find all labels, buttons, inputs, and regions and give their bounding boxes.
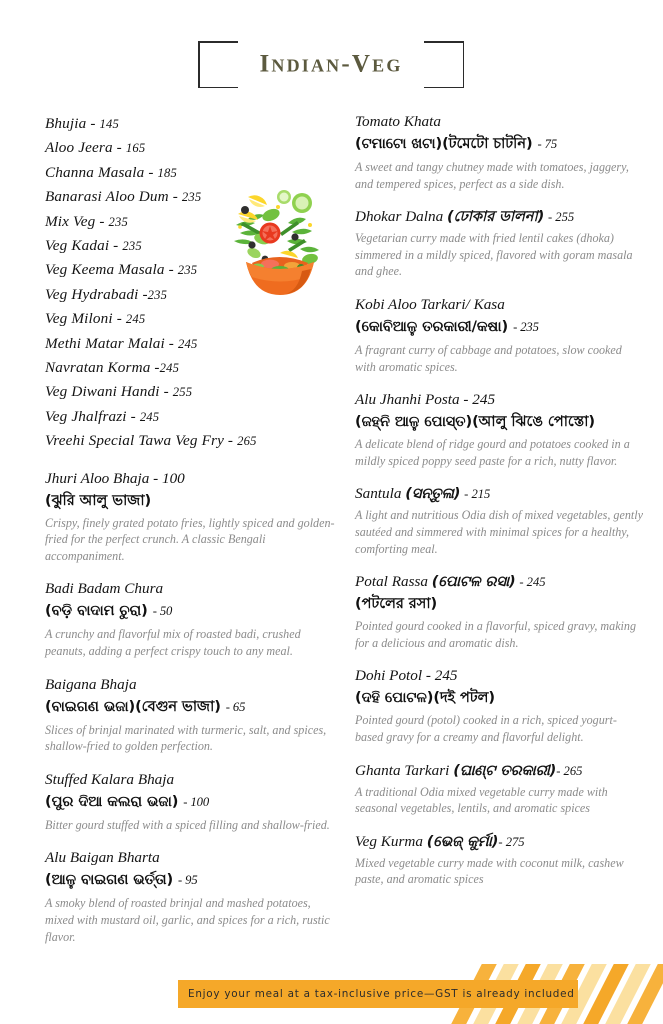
- item-price: 165: [125, 141, 146, 156]
- dish-block[interactable]: [355, 295, 643, 375]
- item-separator: -: [168, 261, 174, 279]
- item-name: Veg Miloni: [45, 310, 113, 328]
- item-separator: -: [130, 407, 136, 425]
- dish-price: - 50: [152, 604, 173, 619]
- dish-native-name: (ଦହି ପୋଟଳ)(দই পটল): [355, 689, 495, 707]
- dish-block[interactable]: [355, 832, 643, 888]
- item-price: 235: [181, 190, 202, 205]
- dish-description: Bitter gourd stuffed with a spiced filling and shallow-fried.: [45, 817, 330, 832]
- dish-name: Dohi Potol - 245: [355, 667, 458, 685]
- item-price: 185: [157, 165, 178, 180]
- item-separator: -: [113, 237, 119, 255]
- dish-name-text: Veg Kurma: [355, 832, 423, 850]
- title-frame: [198, 41, 464, 88]
- dish-price: - 235: [513, 319, 539, 334]
- item-separator: -: [90, 115, 96, 132]
- item-separator: -: [99, 212, 105, 230]
- dish-block[interactable]: [355, 207, 643, 280]
- dish-native-text: (ଆଳୁ ବାଇଗଣ ଭର୍ତ୍ତା): [45, 871, 174, 889]
- dish-price: - 265: [556, 763, 583, 778]
- dish-name: Alu Baigan Bharta: [45, 849, 160, 867]
- dish-block[interactable]: [355, 484, 643, 557]
- dish-name: Baigana Bhaja: [45, 675, 137, 693]
- item-separator: -: [227, 432, 234, 450]
- item-name: Navratan Korma: [45, 359, 151, 377]
- dish-description: Pointed gourd cooked in a flavorful, spiced gravy, making for a delicious and aromatic dish.: [355, 619, 637, 650]
- item-separator: -: [116, 139, 122, 157]
- dish-block[interactable]: [355, 666, 643, 745]
- dish-native-text: (ବଡ଼ି ବାଦାମ ଚୁରା): [45, 602, 148, 620]
- item-name: Veg Jhalfrazi: [45, 407, 127, 425]
- frame-edge-bottom-left: [198, 87, 238, 89]
- dish-description: Slices of brinjal marinated with turmeric, salt, and spices, shallow-fried to golden perfection.: [45, 722, 327, 754]
- menu-item-row[interactable]: [45, 234, 335, 258]
- menu-header: [0, 0, 663, 108]
- dish-native-name-secondary: (পটলের রসা): [355, 595, 438, 613]
- dish-native-name: [355, 315, 643, 339]
- dish-native-text: (ପୋଟଳ ରସା): [431, 573, 516, 591]
- dish-name: Tomato Khata: [355, 113, 441, 130]
- item-name: Veg Hydrabadi: [45, 285, 139, 303]
- item-price: 235: [108, 214, 129, 229]
- item-separator: -: [116, 310, 122, 328]
- dish-block[interactable]: [45, 675, 335, 755]
- dish-native-text: (କୋବିଆଳୁ ତରକାରୀ/କଷା): [355, 317, 509, 335]
- dish-block[interactable]: [355, 572, 643, 651]
- dish-block[interactable]: [45, 848, 335, 945]
- dish-description: A smoky blend of roasted brinjal and mashed potatoes, mixed with mustard oil, garlic, and spices for a rich, rustic flavor.: [45, 896, 330, 944]
- item-separator: -: [142, 285, 148, 303]
- dish-native-text: (ଟମାଟୋ ଖଟା)(টমেটো চাটনি): [355, 135, 533, 152]
- dish-price: - 245: [519, 575, 546, 590]
- menu-item-row[interactable]: [45, 185, 335, 209]
- dish-native-text: (ସନ୍ତୁଳା): [405, 485, 461, 503]
- item-separator: -: [163, 383, 169, 401]
- item-name: Methi Matar Malai: [45, 334, 165, 352]
- frame-edge-top-right: [424, 41, 464, 43]
- dish-block[interactable]: [45, 469, 335, 565]
- item-price: 235: [122, 239, 142, 254]
- dish-description: Pointed gourd (potol) cooked in a rich, spiced yogurt-based gravy for a creamy and flavorful delight.: [355, 713, 617, 744]
- item-price: 145: [99, 117, 120, 131]
- dish-native-name: [45, 599, 335, 623]
- dish-name-text: Ghanta Tarkari: [355, 761, 450, 779]
- dish-name-text: Santula: [355, 485, 402, 503]
- menu-item-row[interactable]: [45, 258, 335, 282]
- item-name: Veg Kadai: [45, 237, 110, 255]
- dish-name: Badi Badam Chura: [45, 580, 164, 598]
- item-price: 235: [147, 287, 168, 302]
- item-name: Vreehi Special Tawa Veg Fry: [45, 432, 224, 450]
- dish-native-name: (ଜହ୍ନି ଆଳୁ ପୋସ୍ତ)(আলু ঝিঙে পোস্তো): [355, 413, 595, 431]
- dish-name: [355, 484, 643, 504]
- dish-native-text: (ঢোকার ডালনা): [446, 208, 545, 226]
- item-price: 245: [159, 361, 180, 376]
- item-price: 255: [172, 385, 193, 400]
- menu-item-row[interactable]: [45, 283, 335, 307]
- dish-native-text: (ଘାଣ୍ଟ ତରକାରୀ): [453, 761, 557, 779]
- menu-item-row[interactable]: [45, 380, 335, 404]
- dish-description: A delicate blend of ridge gourd and potatoes cooked in a mildly spiced poppy seed paste for a rich, nutty flavor.: [355, 437, 630, 468]
- dish-name: [355, 832, 643, 852]
- footer-banner: [0, 964, 663, 1024]
- item-separator: -: [148, 163, 154, 181]
- dish-description: A sweet and tangy chutney made with tomatoes, jaggery, and tempered spices, perfect as a side dish.: [355, 160, 629, 191]
- price-list: [45, 112, 335, 454]
- item-price: 235: [177, 263, 198, 278]
- item-name: Veg Keema Masala: [45, 261, 165, 279]
- page-title: Indian-Veg: [259, 49, 403, 77]
- dish-price: - 215: [464, 487, 491, 502]
- menu-item-row[interactable]: [45, 429, 335, 453]
- dish-native-name: (ঝুরি আলু ভাজা): [45, 491, 152, 509]
- menu-item-row[interactable]: [45, 332, 335, 356]
- dish-name: [355, 572, 643, 592]
- item-name: Banarasi Aloo Dum: [45, 188, 169, 206]
- menu-item-row[interactable]: [45, 405, 335, 429]
- dish-name: [355, 207, 643, 227]
- dish-description: A light and nutritious Odia dish of mixed vegetables, gently sautéed and simmered with minimal spices for a healthy, comforting meal.: [355, 508, 643, 556]
- item-price: 245: [177, 336, 198, 351]
- dish-price: - 255: [547, 210, 575, 225]
- dish-name-text: Dhokar Dalna: [355, 208, 444, 226]
- dish-block[interactable]: [355, 390, 643, 469]
- menu-item-row[interactable]: [45, 161, 335, 185]
- dish-name-text: Potal Rassa: [355, 573, 428, 591]
- dish-price: - 65: [225, 699, 246, 714]
- dish-price: - 75: [537, 137, 558, 151]
- menu-item-row[interactable]: [45, 136, 335, 160]
- dish-description: A crunchy and flavorful mix of roasted badi, crushed peanuts, adding a perfect crispy touch to any meal.: [45, 627, 301, 659]
- right-column: [355, 112, 643, 888]
- dish-native-name: [45, 695, 335, 719]
- dish-name: [355, 761, 643, 781]
- item-name: Veg Diwani Handi: [45, 383, 160, 401]
- dish-native-name: [45, 868, 335, 892]
- frame-edge-bottom-right: [424, 87, 464, 89]
- dish-description: Vegetarian curry made with fried lentil cakes (dhoka) simmered in a mildly spiced, flavored with goram masala and ghee.: [355, 231, 633, 279]
- dish-block[interactable]: [355, 761, 643, 817]
- item-separator: -: [172, 188, 178, 206]
- dish-price: - 275: [498, 834, 525, 849]
- frame-edge-top-left: [198, 41, 238, 43]
- item-name: Bhujia: [45, 115, 87, 132]
- item-name: Channa Masala: [45, 163, 145, 181]
- menu-item-row[interactable]: [45, 356, 335, 380]
- dish-name: Kobi Aloo Tarkari/ Kasa: [355, 295, 505, 313]
- item-separator: -: [168, 334, 174, 352]
- dish-name: Jhuri Aloo Bhaja - 100: [45, 469, 185, 487]
- tax-note: Enjoy your meal at a tax-inclusive price—GST is already included: [188, 988, 575, 1000]
- menu-item-row[interactable]: [45, 210, 335, 234]
- dish-native-text: (ପୁର ଦିଆ କଲରା ଭଜା): [45, 792, 179, 810]
- dish-block[interactable]: [45, 579, 335, 659]
- dish-native-name: [355, 132, 643, 156]
- dish-name: Stuffed Kalara Bhaja: [45, 770, 175, 788]
- dish-block[interactable]: [45, 770, 335, 834]
- item-price: 245: [125, 312, 146, 327]
- dish-price: - 95: [178, 873, 198, 888]
- dish-description: A fragrant curry of cabbage and potatoes, slow cooked with aromatic spices.: [355, 342, 622, 374]
- dish-price: - 100: [183, 794, 210, 809]
- dish-description: Crispy, finely grated potato fries, lightly spiced and golden-fried for the perfect crunch. A classic Bengali accompaniment.: [45, 515, 335, 563]
- dish-description: Mixed vegetable curry made with coconut milk, cashew paste, and aromatic spices: [355, 855, 624, 887]
- item-price: 245: [139, 409, 160, 424]
- dish-native-text: (ବାଇଗଣ ଭଜା)(বেগুন ভাজা): [45, 697, 221, 715]
- menu-item-row[interactable]: [45, 307, 335, 331]
- dish-block[interactable]: [355, 112, 643, 192]
- item-price: 265: [237, 434, 257, 449]
- dish-native-name: [45, 790, 335, 814]
- left-column: [45, 112, 335, 945]
- item-name: Aloo Jeera: [45, 139, 113, 157]
- dish-name: Alu Jhanhi Posta - 245: [355, 391, 496, 409]
- item-separator: -: [154, 359, 160, 377]
- menu-item-row[interactable]: [45, 112, 335, 136]
- dish-description: A traditional Odia mixed vegetable curry made with seasonal vegetables, lentils, and aromatic spices: [355, 784, 608, 816]
- item-name: Mix Veg: [45, 212, 96, 230]
- dish-native-text: (ଭେଜ୍ କୁର୍ମା): [426, 832, 499, 850]
